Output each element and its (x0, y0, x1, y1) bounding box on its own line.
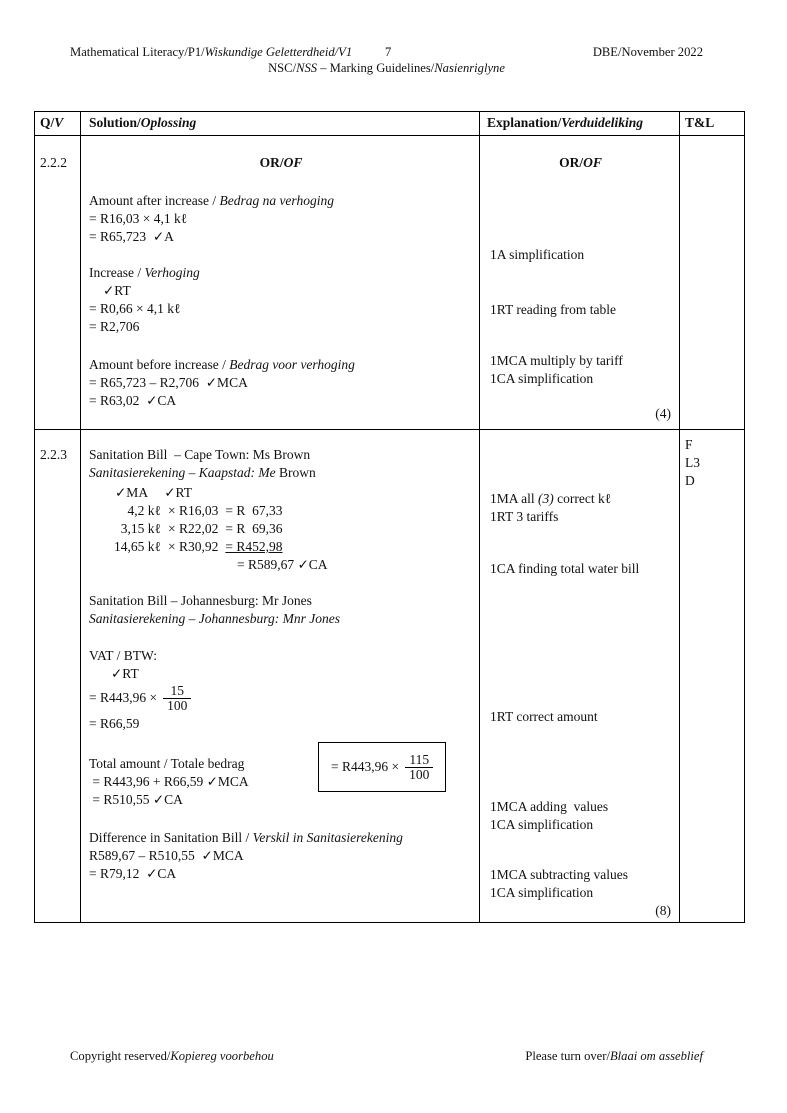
solution-line: = R2,706 (89, 319, 140, 334)
tl-code: D (685, 473, 695, 488)
fraction: $\frac{15}{100}$ (163, 684, 191, 713)
explanation-cell-223 (480, 430, 680, 923)
alternative-method-box: = R443,96 × $\frac{115}{100}$ (318, 742, 446, 792)
solution-line: VAT / BTW: (89, 648, 158, 663)
calc-line: 4,2 kℓ × R16,03 = R 67,33 (127, 503, 283, 518)
explanation-line: 1CA simplification (490, 371, 594, 386)
header-title-right: DBE/November 2022 (592, 45, 703, 59)
question-number: 2.2.3 (40, 447, 67, 462)
question-number: 2.2.2 (40, 155, 67, 170)
solution-line: Increase / Verhoging (89, 265, 200, 280)
explanation-line: 1RT 3 tariffs (490, 509, 559, 524)
solution-line: Sanitasierekening – Johannesburg: Mnr Jones (89, 611, 340, 626)
solution-line: Total amount / Totale bedrag (89, 756, 245, 771)
solution-line: Sanitation Bill – Johannesburg: Mr Jones (89, 593, 312, 608)
solution-line: = R16,03 × 4,1 kℓ (89, 211, 188, 226)
solution-cell-222 (81, 136, 480, 430)
explanation-line: 1RT correct amount (490, 709, 598, 724)
explanation-line: 1A simplification (490, 247, 585, 262)
solution-line: = R66,59 (89, 716, 140, 731)
question-number-cell (35, 430, 81, 923)
solution-cell-223 (81, 430, 480, 923)
explanation-line: 1CA finding total water bill (490, 561, 640, 576)
explanation-line: 1CA simplification (490, 817, 594, 832)
solution-line: = R79,12 ✓CA (89, 866, 177, 881)
solution-line: = R65,723 ✓A (89, 229, 174, 244)
explanation-line: 1MA all (3) correct kℓ (490, 491, 612, 506)
marks-total: (8) (655, 903, 671, 918)
solution-line: = R65,723 – R2,706 ✓MCA (89, 375, 248, 390)
col-header-explanation: Explanation/Verduideliking (480, 112, 680, 136)
col-header-tl: T&L (680, 112, 745, 136)
explanation-line: 1MCA subtracting values (490, 867, 628, 882)
explanation-cell-222 (480, 136, 680, 430)
or-label: OR/OF (259, 155, 303, 170)
header-line-1 (70, 44, 703, 60)
check-mark-line: ✓MA ✓RT (115, 485, 192, 500)
or-label: OR/OF (559, 155, 602, 170)
explanation-line: 1RT reading from table (490, 302, 617, 317)
calc-line: 3,15 kℓ × R22,02 = R 69,36 (120, 521, 283, 536)
footer-left: Copyright reserved/Kopiereg voorbehou (70, 1049, 274, 1063)
explanation-line: 1CA simplification (490, 885, 594, 900)
header-title-left: Mathematical Literacy/P1/Wiskundige Geletterdheid/V1 (70, 45, 353, 59)
col-header-solution: Solution/Oplossing (81, 112, 480, 136)
col-header-qv: Q/V (35, 112, 81, 136)
solution-line: Difference in Sanitation Bill / Verskil in Sanitasierekening (89, 830, 403, 845)
header-subtitle: NSC/NSS – Marking Guidelines/Nasienriglyne (268, 61, 505, 75)
document-header (70, 44, 703, 76)
solution-line: Amount before increase / Bedrag voor verhoging (89, 357, 355, 372)
check-mark-line: ✓RT (103, 283, 131, 298)
page-number: 7 (385, 45, 392, 59)
question-number-cell (35, 136, 81, 430)
document-footer (70, 1048, 703, 1064)
explanation-line: 1MCA multiply by tariff (490, 353, 623, 368)
calc-line: 14,65 kℓ × R30,92 = R452,98 (114, 539, 283, 554)
solution-line: = R589,67 ✓CA (237, 557, 328, 572)
solution-line: R589,67 – R510,55 ✓MCA (89, 848, 244, 863)
solution-line: = R443,96 + R66,59 ✓MCA (89, 774, 249, 789)
check-mark-line: ✓RT (111, 666, 139, 681)
fraction: $\frac{115}{100}$ (405, 753, 433, 782)
tl-code: L3 (685, 455, 700, 470)
tl-cell-222 (680, 136, 745, 430)
solution-line: Sanitasierekening – Kaapstad: Me Brown (89, 465, 316, 480)
marking-table (34, 111, 745, 923)
explanation-line: 1MCA adding values (490, 799, 609, 814)
footer-right: Please turn over/Blaai om asseblief (525, 1049, 703, 1063)
tl-cell-223 (680, 430, 745, 923)
solution-line: = R0,66 × 4,1 kℓ (89, 301, 181, 316)
vat-fraction-line: = R443,96 × $\frac{15}{100}$ (89, 681, 473, 715)
solution-line: Sanitation Bill – Cape Town: Ms Brown (89, 447, 311, 462)
tl-code: F (685, 437, 693, 452)
solution-line: Amount after increase / Bedrag na verhoging (89, 193, 334, 208)
solution-line: = R63,02 ✓CA (89, 393, 177, 408)
marks-total: (4) (655, 406, 671, 421)
solution-line: = R510,55 ✓CA (89, 792, 183, 807)
